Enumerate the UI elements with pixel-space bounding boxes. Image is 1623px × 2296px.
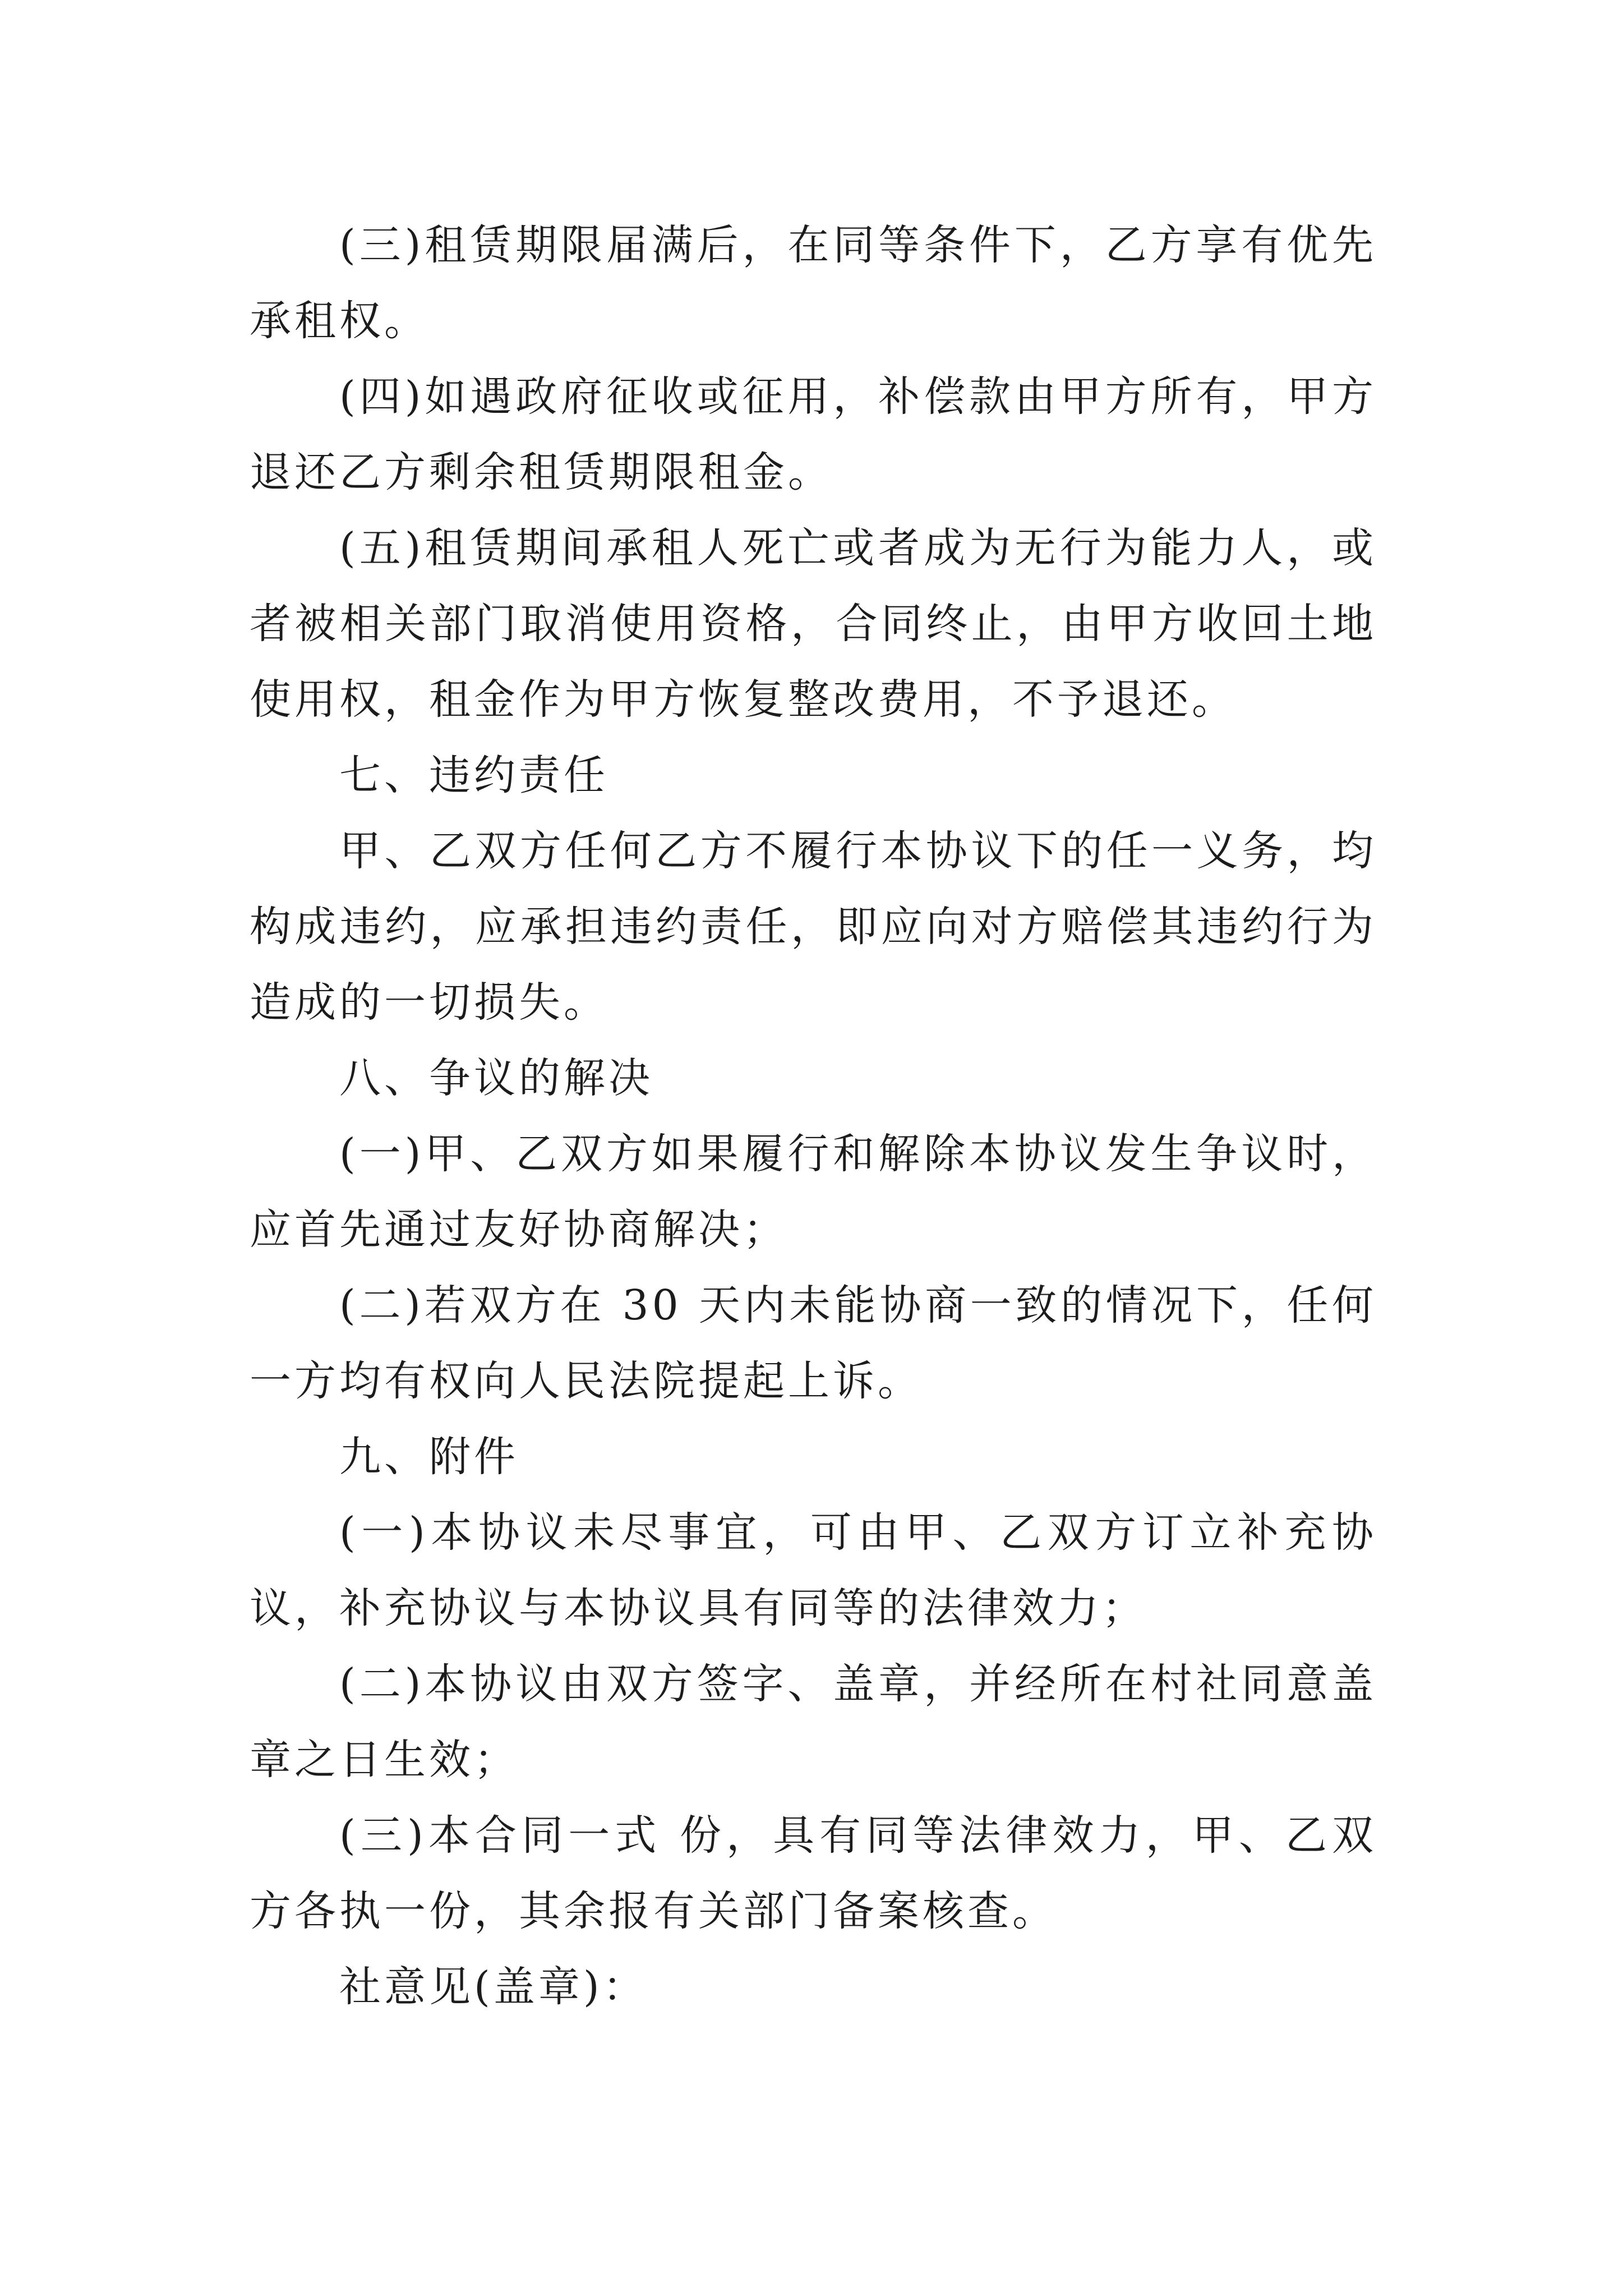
- clause-5-termination: (五)租赁期间承租人死亡或者成为无行为能力人，或者被相关部门取消使用资格，合同终止，由甲方收回土地使用权，租金作为甲方恢复整改费用，不予退还。: [250, 524, 1377, 724]
- section-9-clause-1: (一)本协议未尽事宜，可由甲、乙双方订立补充协议，补充协议与本协议具有同等的法律效力；: [250, 1508, 1377, 1632]
- section-7-body: 甲、乙双方任何乙方不履行本协议下的任一义务，均构成违约，应承担违约责任，即应向对方赔偿其违约行为造成的一切损失。: [250, 827, 1377, 1027]
- clause-4-expropriation: (四)如遇政府征收或征用，补偿款由甲方所有，甲方退还乙方剩余租赁期限租金。: [250, 372, 1377, 496]
- section-8-heading: 八、争议的解决: [339, 1054, 653, 1102]
- section-8-clause-1: (一)甲、乙双方如果履行和解除本协议发生争议时，应首先通过友好协商解决；: [250, 1130, 1377, 1254]
- section-7-heading: 七、违约责任: [339, 751, 608, 799]
- section-9-clause-2: (二)本协议由双方签字、盖章，并经所在村社同意盖章之日生效；: [250, 1660, 1377, 1784]
- clause-3-renewal-right: (三)租赁期限届满后，在同等条件下，乙方享有优先承租权。: [250, 221, 1377, 345]
- section-9-clause-3: (三)本合同一式 份，具有同等法律效力，甲、乙双方各执一份，其余报有关部门备案核查。: [250, 1811, 1377, 1935]
- document-body: [250, 208, 1377, 2025]
- community-opinion-seal-line: 社意见(盖章)：: [339, 1963, 648, 2011]
- section-9-heading: 九、附件: [339, 1433, 519, 1481]
- section-8-clause-2: (二)若双方在 30 天内未能协商一致的情况下，任何一方均有权向人民法院提起上诉。: [250, 1281, 1377, 1405]
